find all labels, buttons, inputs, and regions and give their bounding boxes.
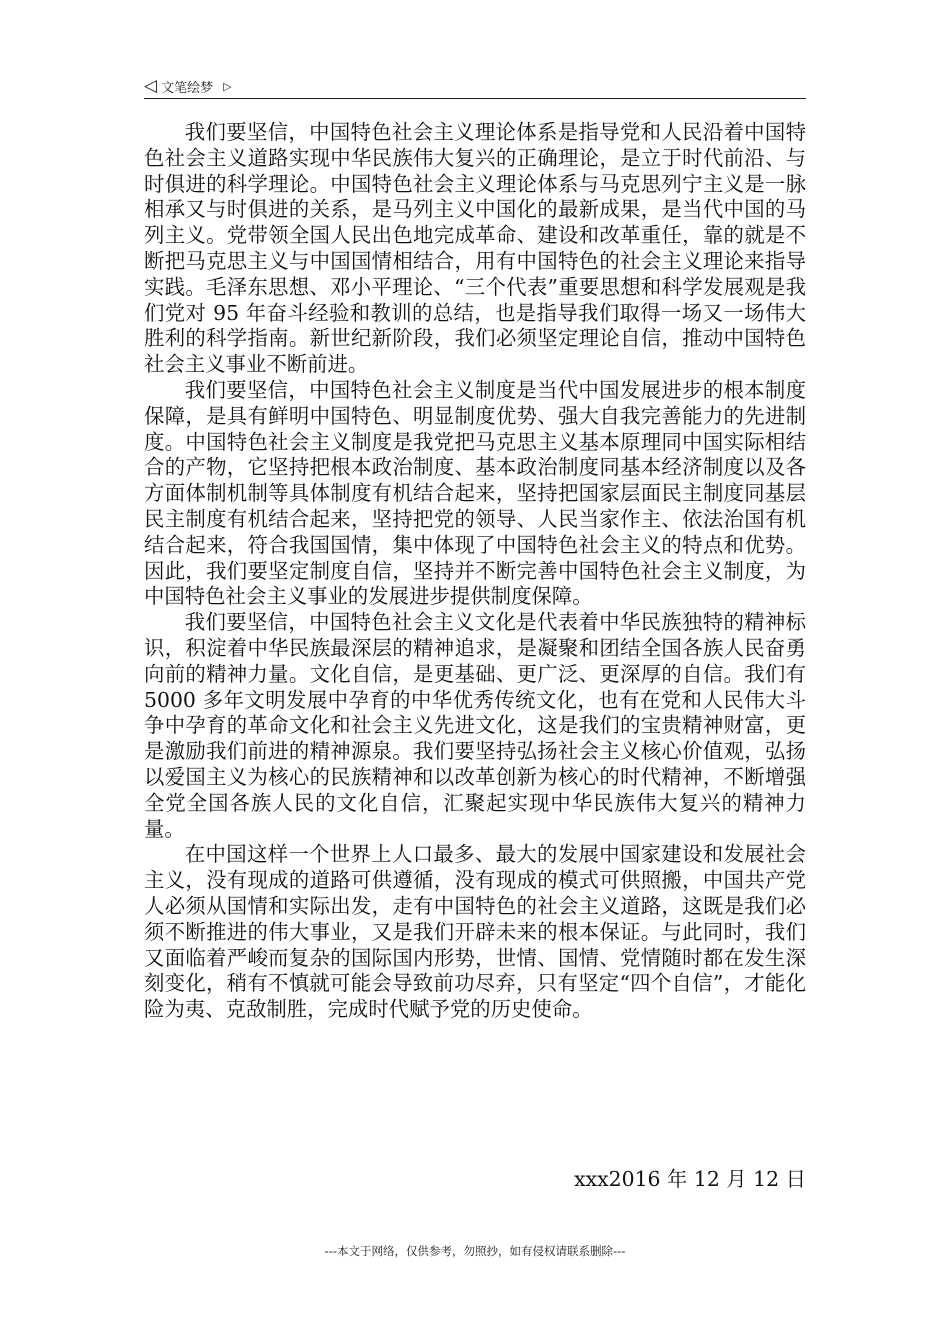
paragraph-culture: 我们要坚信，中国特色社会主义文化是代表着中华民族独特的精神标识，积淀着中华民族最深层的精神追求，是凝聚和团结全国各族人民奋勇向前的精神力量。文化自信，是更基础、更广泛、更深厚的自信。我们有 5000 多年文明发展中孕育的中华优秀传统文化，也有在党和人民伟大斗争中孕育的革命文化和社会主义先进文化，这是我们的宝贵精神财富，更是激励我们前进的精神源泉。我们要坚持弘扬社会主义核心价值观，弘扬以爱国主义为核心的民族精神和以改革创新为核心的时代精神，不断增强全党全国各族人民的文化自信，汇聚起实现中华民族伟大复兴的精神力量。	[144, 610, 806, 841]
paragraph-theory: 我们要坚信，中国特色社会主义理论体系是指导党和人民沿着中国特色社会主义道路实现中华民族伟大复兴的正确理论，是立于时代前沿、与时俱进的科学理论。中国特色社会主义理论体系与马克思列宁主义是一脉相承又与时俱进的关系，是马列主义中国化的最新成果，是当代中国的马列主义。党带领全国人民出色地完成革命、建设和改革重任，靠的就是不断把马克思主义与中国国情相结合，用有中国特色的社会主义理论来指导实践。毛泽东思想、邓小平理论、“三个代表”重要思想和科学发展观是我们党对 95 年奋斗经验和教训的总结，也是指导我们取得一场又一场伟大胜利的科学指南。新世纪新阶段，我们必须坚定理论自信，推动中国特色社会主义事业不断前进。	[144, 120, 806, 377]
footer-disclaimer: ---本文于网络，仅供参考，勿照抄，如有侵权请联系删除---	[324, 1244, 626, 1258]
paragraph-system: 我们要坚信，中国特色社会主义制度是当代中国发展进步的根本制度保障，是具有鲜明中国特色、明显制度优势、强大自我完善能力的先进制度。中国特色社会主义制度是我党把马克思主义基本原理同中国实际相结合的产物，它坚持把根本政治制度、基本政治制度同基本经济制度以及各方面体制机制等具体制度有机结合起来，坚持把国家层面民主制度同基层民主制度有机结合起来，坚持把党的领导、人民当家作主、依法治国有机结合起来，符合我国国情，集中体现了中国特色社会主义的特点和优势。因此，我们要坚定制度自信，坚持并不断完善中国特色社会主义制度，为中国特色社会主义事业的发展进步提供制度保障。	[144, 377, 806, 609]
triangle-left-icon: ◁	[144, 75, 158, 96]
paragraph-path: 在中国这样一个世界上人口最多、最大的发展中国家建设和发展社会主义，没有现成的道路可供遵循，没有现成的模式可供照搬，中国共产党人必须从国情和实际出发，走有中国特色的社会主义道路，这既是我们必须不断推进的伟大事业，又是我们开辟未来的根本保证。与此同时，我们又面临着严峻而复杂的国际国内形势，世情、国情、党情随时都在发生深刻变化，稍有不慎就可能会导致前功尽弃，只有坚定“四个自信”，才能化险为夷、克敌制胜，完成时代赋予党的历史使命。	[144, 842, 806, 1022]
article-body	[144, 120, 806, 1023]
triangle-right-icon: ▷	[223, 79, 232, 93]
document-date: xxx2016 年 12 月 12 日	[574, 1167, 806, 1191]
header-title: 文笔绘梦	[161, 80, 214, 96]
page-header	[144, 74, 806, 99]
